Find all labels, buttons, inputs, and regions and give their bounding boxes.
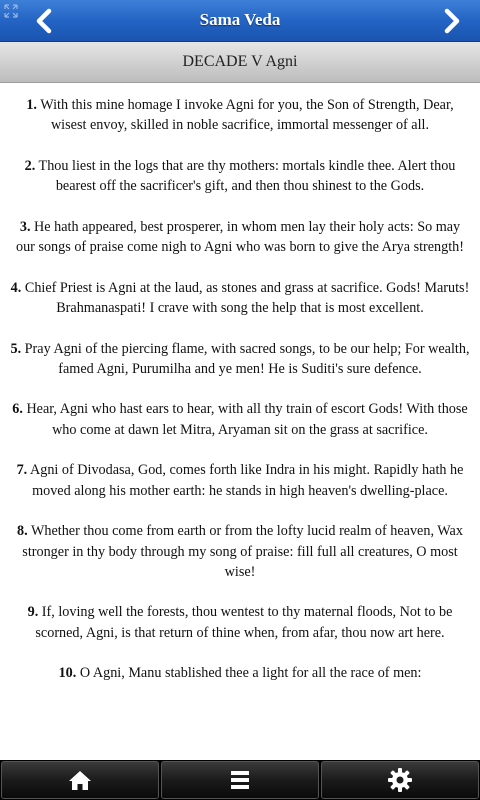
verse-2 — [10, 156, 470, 197]
verse-text: He hath appeared, best prosperer, in whom men lay their holy acts: So may our songs of praise come nigh to Agni who was born to give the Arya strength! — [15, 218, 464, 256]
verse-list[interactable] — [0, 83, 480, 760]
verse-text: With this mine homage I invoke Agni for you, the Son of Strength, Dear, wisest envoy, skilled in noble sacrifice, immortal messenger of all. — [40, 97, 454, 134]
home-button[interactable] — [1, 761, 159, 799]
verse-10 — [10, 663, 470, 683]
verse-8 — [10, 521, 470, 582]
verse-number: 6. — [12, 401, 23, 418]
gear-icon — [387, 767, 413, 793]
verse-text: Thou liest in the logs that are thy mothers: mortals kindle thee. Alert thou bearest off the sacrificer's gift, and then thou shinest to the Gods. — [38, 157, 456, 195]
chevron-left-icon — [34, 8, 54, 34]
verse-number: 7. — [16, 462, 28, 479]
previous-button[interactable] — [24, 4, 64, 38]
verse-number: 5. — [10, 340, 22, 357]
verse-text: Pray Agni of the piercing flame, with sacred songs, to be our help; For wealth, famed Agni, Purumilha and ye men! He is Suditi's sure defence. — [24, 340, 470, 377]
verse-text: Whether thou come from earth or from the lofty lucid realm of heaven, Wax stronger in thy body through my song of praise: fill full all creatures, O most wise! — [22, 523, 463, 580]
menu-button[interactable] — [161, 761, 319, 799]
verse-text: If, loving well the forests, thou wentest to thy maternal floods, Not to be scorned, Agni, is that return of thine when, from afar, thou now art here. — [35, 604, 453, 641]
verse-number: 9. — [27, 604, 39, 621]
settings-button[interactable] — [321, 761, 479, 799]
chevron-right-icon — [442, 8, 462, 34]
verse-3 — [10, 217, 470, 258]
verse-text: Hear, Agni who hast ears to hear, with all thy train of escort Gods! With those who come at dawn let Mitra, Aryaman sit on the grass at sacrifice. — [26, 401, 468, 438]
verse-7 — [10, 460, 470, 501]
verse-number: 2. — [24, 157, 36, 174]
verse-5 — [10, 339, 470, 380]
verse-number: 3. — [19, 218, 31, 235]
app-header — [0, 0, 480, 42]
verse-9 — [10, 602, 470, 643]
verse-text: Agni of Divodasa, God, comes forth like Indra in his might. Rapidly hath he moved along his mother earth: he stands in high heaven's dwelling-place. — [29, 462, 464, 499]
verse-number: 4. — [10, 279, 22, 296]
verse-text: O Agni, Manu stablished thee a light for all the race of men: — [79, 665, 422, 682]
verse-1 — [10, 95, 470, 136]
verse-4 — [10, 278, 470, 319]
verse-6 — [10, 399, 470, 440]
app-title: Sama Veda — [199, 10, 281, 29]
next-button[interactable] — [432, 4, 472, 38]
verse-number: 10. — [58, 665, 77, 682]
section-title: DECADE V Agni — [0, 42, 480, 83]
verse-number: 1. — [26, 97, 37, 113]
verse-number: 8. — [17, 523, 28, 540]
verse-text: Chief Priest is Agni at the laud, as stones and grass at sacrifice. Gods! Maruts! Brahmanaspati! I crave with song the help that is most excellent. — [24, 279, 470, 316]
home-icon — [67, 769, 93, 791]
bottom-nav — [0, 760, 480, 800]
menu-icon — [229, 769, 251, 791]
resize-icon — [3, 3, 19, 19]
